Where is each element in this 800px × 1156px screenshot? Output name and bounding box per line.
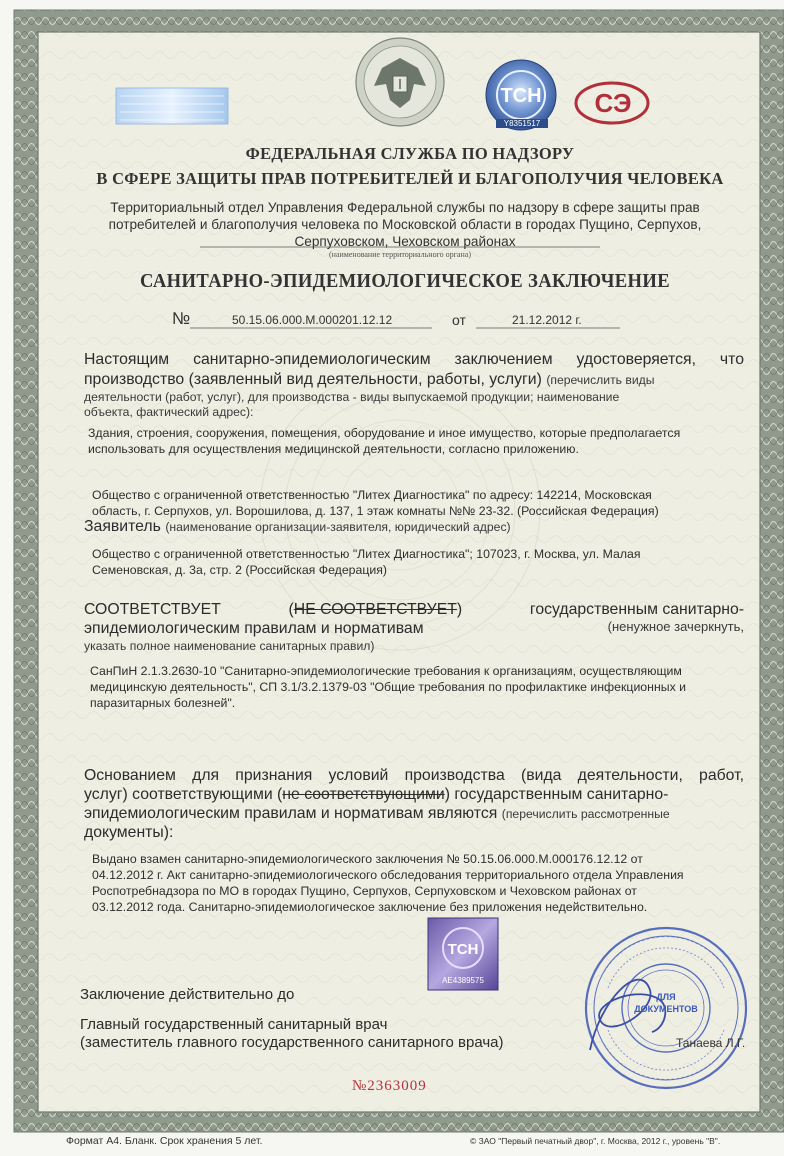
conformity-value-line1: СанПиН 2.1.3.2630-10 "Санитарно-эпидемиологические требования к организациям, осуществляющим	[90, 664, 682, 678]
signatory-subtitle: (заместитель главного государственного санитарного врача)	[80, 1034, 504, 1051]
agency-name-line1: ФЕДЕРАЛЬНАЯ СЛУЖБА ПО НАДЗОРУ	[245, 144, 575, 163]
basis-line2-struck: не соответствующими	[282, 786, 445, 803]
department-caption: (наименование территориального органа)	[329, 250, 471, 259]
conformity-line2-main: эпидемиологическим правилам и нормативам	[84, 620, 424, 637]
basis-value-line1: Выдано взамен санитарно-эпидемиологического заключения № 50.15.06.000.М.000176.12.12 от	[92, 852, 643, 866]
footer-right: © ЗАО "Первый печатный двор", г. Москва, 2012 г., уровень "В".	[470, 1136, 721, 1146]
section1-line1: Настоящим санитарно-эпидемиологическим заключением удостоверяется, что	[84, 351, 744, 368]
number-label: №	[172, 309, 191, 328]
section1-line2-main: производство (заявленный вид деятельности, работы, услуги)	[84, 371, 542, 388]
close-paren: )	[456, 601, 463, 618]
conformity-struck-group	[289, 600, 463, 619]
hologram-code-bottom: AE4389575	[442, 976, 484, 985]
conformity-line3: указать полное наименование санитарных правил)	[84, 639, 375, 653]
section1-line2	[84, 370, 744, 389]
applicant-label: Заявитель	[84, 518, 161, 535]
section1-line3: деятельности (работ, услуг), для производства - виды выпускаемой продукции; наименование	[84, 390, 620, 404]
conformity-line2-hint: (ненужное зачеркнуть,	[607, 619, 744, 634]
agency-name-line2: В СФЕРЕ ЗАЩИТЫ ПРАВ ПОТРЕБИТЕЛЕЙ И БЛАГОПОЛУЧИЯ ЧЕЛОВЕКА	[96, 169, 724, 188]
basis-line3-hint: (перечислить рассмотренные	[501, 807, 670, 821]
applicant-hint: (наименование организации-заявителя, юридический адрес)	[165, 520, 511, 534]
registration-date: 21.12.2012 г.	[512, 313, 582, 327]
department-line1: Территориальный отдел Управления Федеральной службы по надзору в сфере защиты прав	[110, 200, 700, 215]
open-paren: (	[288, 601, 294, 618]
form-number: №2363009	[352, 1078, 427, 1094]
department-line2: потребителей и благополучия человека по Московской области в городах Пущино, Серпухов,	[108, 217, 702, 232]
date-label: от	[452, 312, 466, 328]
basis-line4: документы):	[84, 824, 174, 841]
applicant-row	[84, 517, 511, 536]
conformity-value-line3: паразитарных болезней".	[90, 696, 236, 710]
footer-left: Формат А4. Бланк. Срок хранения 5 лет.	[66, 1135, 263, 1147]
signatory-title: Главный государственный санитарный врач	[80, 1016, 388, 1033]
section1-line2-hint: (перечислить виды	[546, 373, 655, 387]
section1-value-line1: Здания, строения, сооружения, помещения, оборудование и иное имущество, которые предполагается	[88, 426, 681, 440]
basis-line3	[84, 804, 744, 823]
department-line3: Серпуховском, Чеховском районах	[294, 234, 516, 249]
basis-line1: Основанием для признания условий производства (вида деятельности, работ,	[84, 767, 744, 784]
object-address-line2: область, г. Серпухов, ул. Ворошилова, д. 137, 1 этаж комнаты №№ 23-32. (Российская Федерация)	[92, 504, 659, 518]
applicant-value-line1: Общество с ограниченной ответственностью "Литех Диагностика"; 107023, г. Москва, ул. Малая	[92, 547, 641, 561]
conformity-struck: НЕ СООТВЕТСТВУЕТ	[293, 601, 457, 618]
basis-line3-main: эпидемиологическим правилам и нормативам являются	[84, 805, 498, 822]
signatory-name: Танаева Л.Г.	[676, 1036, 746, 1050]
conformity-rest: государственным санитарно-	[529, 601, 744, 618]
basis-line2-b: ) государственным санитарно-	[444, 786, 669, 803]
basis-line2-a: услуг) соответствующими (	[84, 786, 283, 803]
basis-value-line2: 04.12.2012 г. Акт санитарно-эпидемиологического обследования территориального отдела Управления	[92, 868, 684, 882]
section1-line4: объекта, фактический адрес):	[84, 405, 254, 419]
conformity-value-line2: медицинскую деятельность", СП 3.1/3.2.1379-03 "Общие требования по профилактике инфекционных и	[90, 680, 687, 694]
document-title: САНИТАРНО-ЭПИДЕМИОЛОГИЧЕСКОЕ ЗАКЛЮЧЕНИЕ	[139, 270, 670, 292]
stamp-text-2: ДОКУМЕНТОВ	[634, 1004, 698, 1014]
certification-logo-text: СЭ	[594, 88, 632, 118]
basis-value-line4: 03.12.2012 года. Санитарно-эпидемиологическое заключение без приложения недействительно.	[92, 900, 648, 914]
object-address-line1: Общество с ограниченной ответственностью "Литех Диагностика" по адресу: 142214, Московская	[92, 488, 652, 502]
applicant-value-line2: Семеновская, д. 3а, стр. 2 (Российская Федерация)	[92, 563, 388, 577]
svg-text:ТСН: ТСН	[447, 941, 479, 958]
basis-line2	[84, 785, 744, 804]
svg-text:ТСН: ТСН	[500, 85, 542, 107]
registration-number: 50.15.06.000.М.000201.12.12	[232, 313, 393, 327]
conformity-line1	[84, 600, 744, 619]
basis-value-line3: Роспотребнадзора по МО в городах Пущино, Серпухов, Серпуховском и Чеховском районах от	[92, 884, 637, 898]
hologram-code-top: Y8351517	[496, 119, 548, 128]
validity-label: Заключение действительно до	[80, 986, 295, 1003]
stamp-text-1: ДЛЯ	[656, 992, 676, 1002]
section1-value-line2: использовать для осуществления медицинской деятельности, согласно приложению.	[88, 442, 579, 456]
conformity-line2	[84, 619, 744, 638]
conformity-word: СООТВЕТСТВУЕТ	[84, 601, 221, 618]
